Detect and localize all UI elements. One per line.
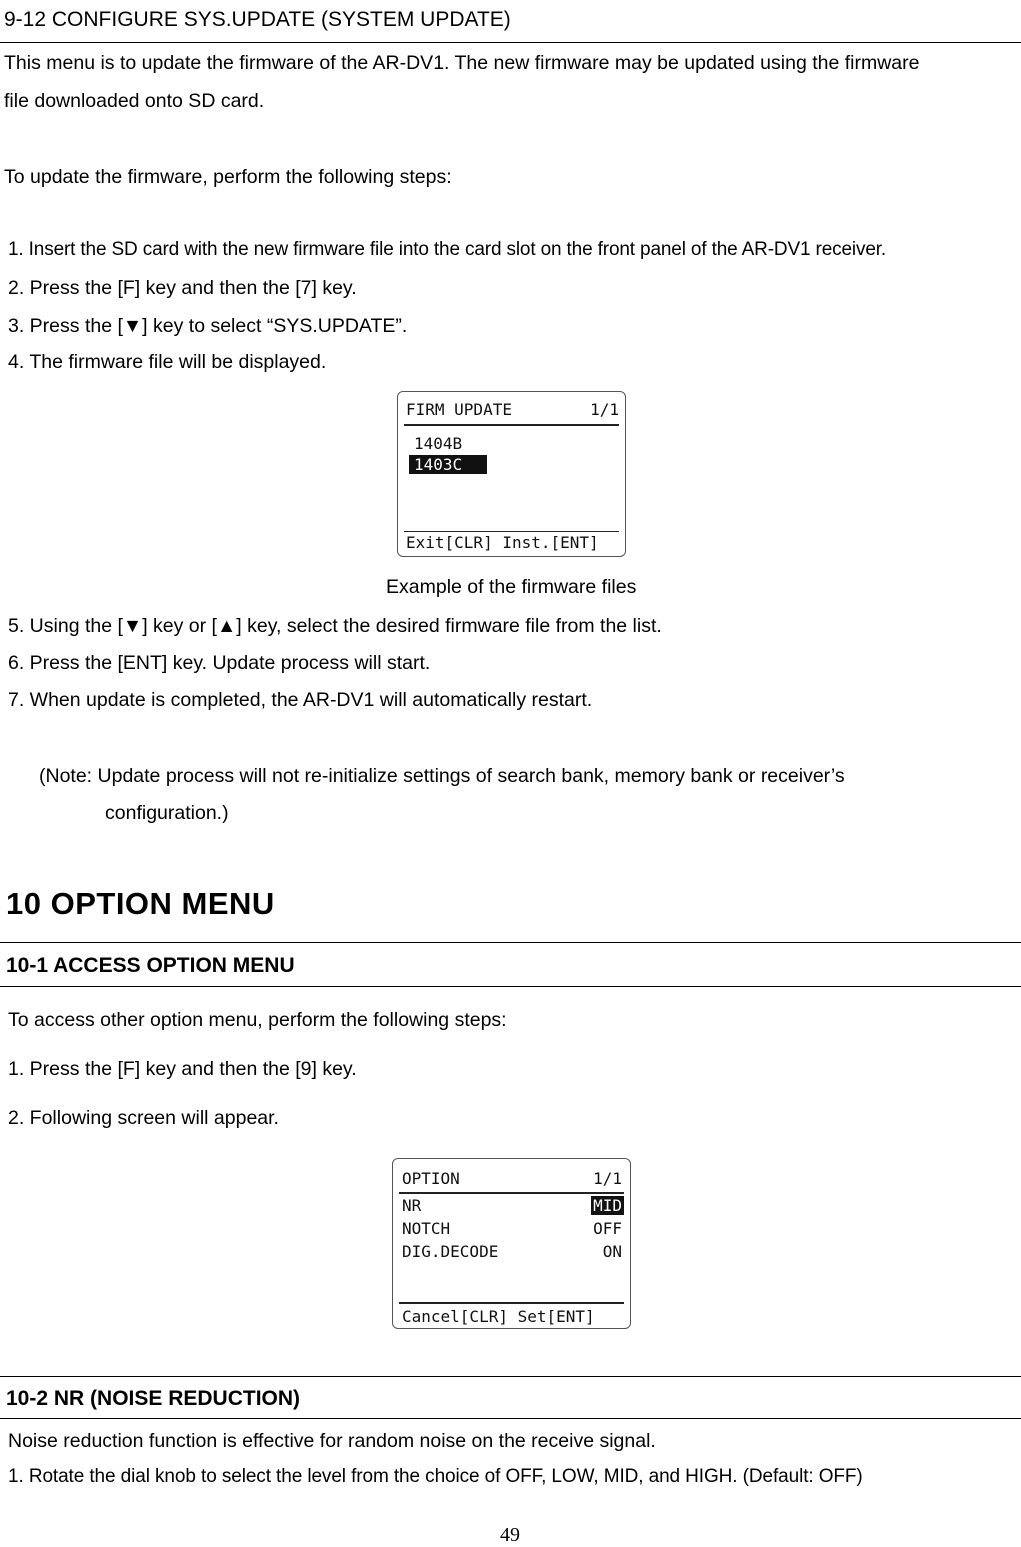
option-menu-screen (392, 1158, 631, 1329)
screen-footer: Exit[CLR] Inst.[ENT] (406, 533, 599, 552)
option-step-1: 1. Press the [F] key and then the [9] key. (8, 1058, 357, 1080)
section-9-12-rule (0, 42, 1021, 43)
screen-footer-rule (404, 531, 619, 532)
firmware-update-screen (397, 391, 626, 557)
option-screen-page: 1/1 (593, 1169, 622, 1188)
nr-value-selected: MID (593, 1196, 622, 1215)
screen-header-rule (404, 424, 619, 426)
screen-title: FIRM UPDATE (406, 400, 512, 419)
option-footer-rule (399, 1302, 624, 1304)
update-step-5: 5. Using the [▼] key or [▲] key, select the desired firmware file from the list. (8, 615, 662, 637)
note-line-1: (Note: Update process will not re-initialize settings of search bank, memory bank or receiver’s (39, 765, 845, 787)
option-header-rule (399, 1192, 624, 1194)
update-step-3: 3. Press the [▼] key to select “SYS.UPDATE”. (8, 315, 408, 337)
option-screen-title: OPTION (402, 1169, 460, 1188)
section-10-1-heading: 10-1 ACCESS OPTION MENU (6, 954, 295, 977)
firmware-file-item-selected: 1403C (409, 455, 487, 474)
section-10-heading: 10 OPTION MENU (6, 886, 275, 921)
update-step-6: 6. Press the [ENT] key. Update process will start. (8, 652, 431, 674)
section-10-rule (0, 942, 1021, 943)
nr-label: NR (402, 1196, 422, 1215)
section-9-12-heading: 9-12 CONFIGURE SYS.UPDATE (SYSTEM UPDATE) (4, 8, 511, 31)
dig-decode-label: DIG.DECODE (402, 1242, 499, 1261)
figure-caption: Example of the firmware files (386, 576, 637, 598)
section-10-2-heading: 10-2 NR (NOISE REDUCTION) (6, 1387, 301, 1410)
steps-intro: To update the firmware, perform the following steps: (4, 166, 452, 188)
nr-step-1: 1. Rotate the dial knob to select the level from the choice of OFF, LOW, MID, and HIGH. (Default: OFF) (8, 1466, 863, 1487)
update-step-1: 1. Insert the SD card with the new firmware file into the card slot on the front panel of the AR-DV1 receiver. (8, 239, 886, 260)
option-intro: To access other option menu, perform the following steps: (8, 1009, 507, 1031)
section-10-2-rule (0, 1418, 1021, 1419)
option-step-2: 2. Following screen will appear. (8, 1107, 279, 1129)
page-number: 49 (500, 1524, 520, 1546)
note-line-2: configuration.) (105, 802, 229, 824)
nr-intro: Noise reduction function is effective for random noise on the receive signal. (8, 1430, 656, 1452)
notch-label: NOTCH (402, 1219, 451, 1238)
update-step-7: 7. When update is completed, the AR-DV1 will automatically restart. (8, 689, 593, 711)
option-screen-footer: Cancel[CLR] Set[ENT] (402, 1307, 595, 1326)
screen-page-indicator: 1/1 (590, 400, 619, 419)
intro-line-1: This menu is to update the firmware of the AR-DV1. The new firmware may be updated using the firmware (4, 52, 920, 74)
intro-line-2: file downloaded onto SD card. (4, 90, 265, 112)
dig-decode-value: ON (602, 1242, 622, 1261)
section-10-1-rule (0, 986, 1021, 987)
notch-value: OFF (593, 1219, 622, 1238)
update-step-2: 2. Press the [F] key and then the [7] key. (8, 277, 357, 299)
firmware-file-item: 1404B (414, 434, 463, 453)
section-10-2-top-rule (0, 1376, 1021, 1377)
update-step-4: 4. The firmware file will be displayed. (8, 351, 327, 373)
